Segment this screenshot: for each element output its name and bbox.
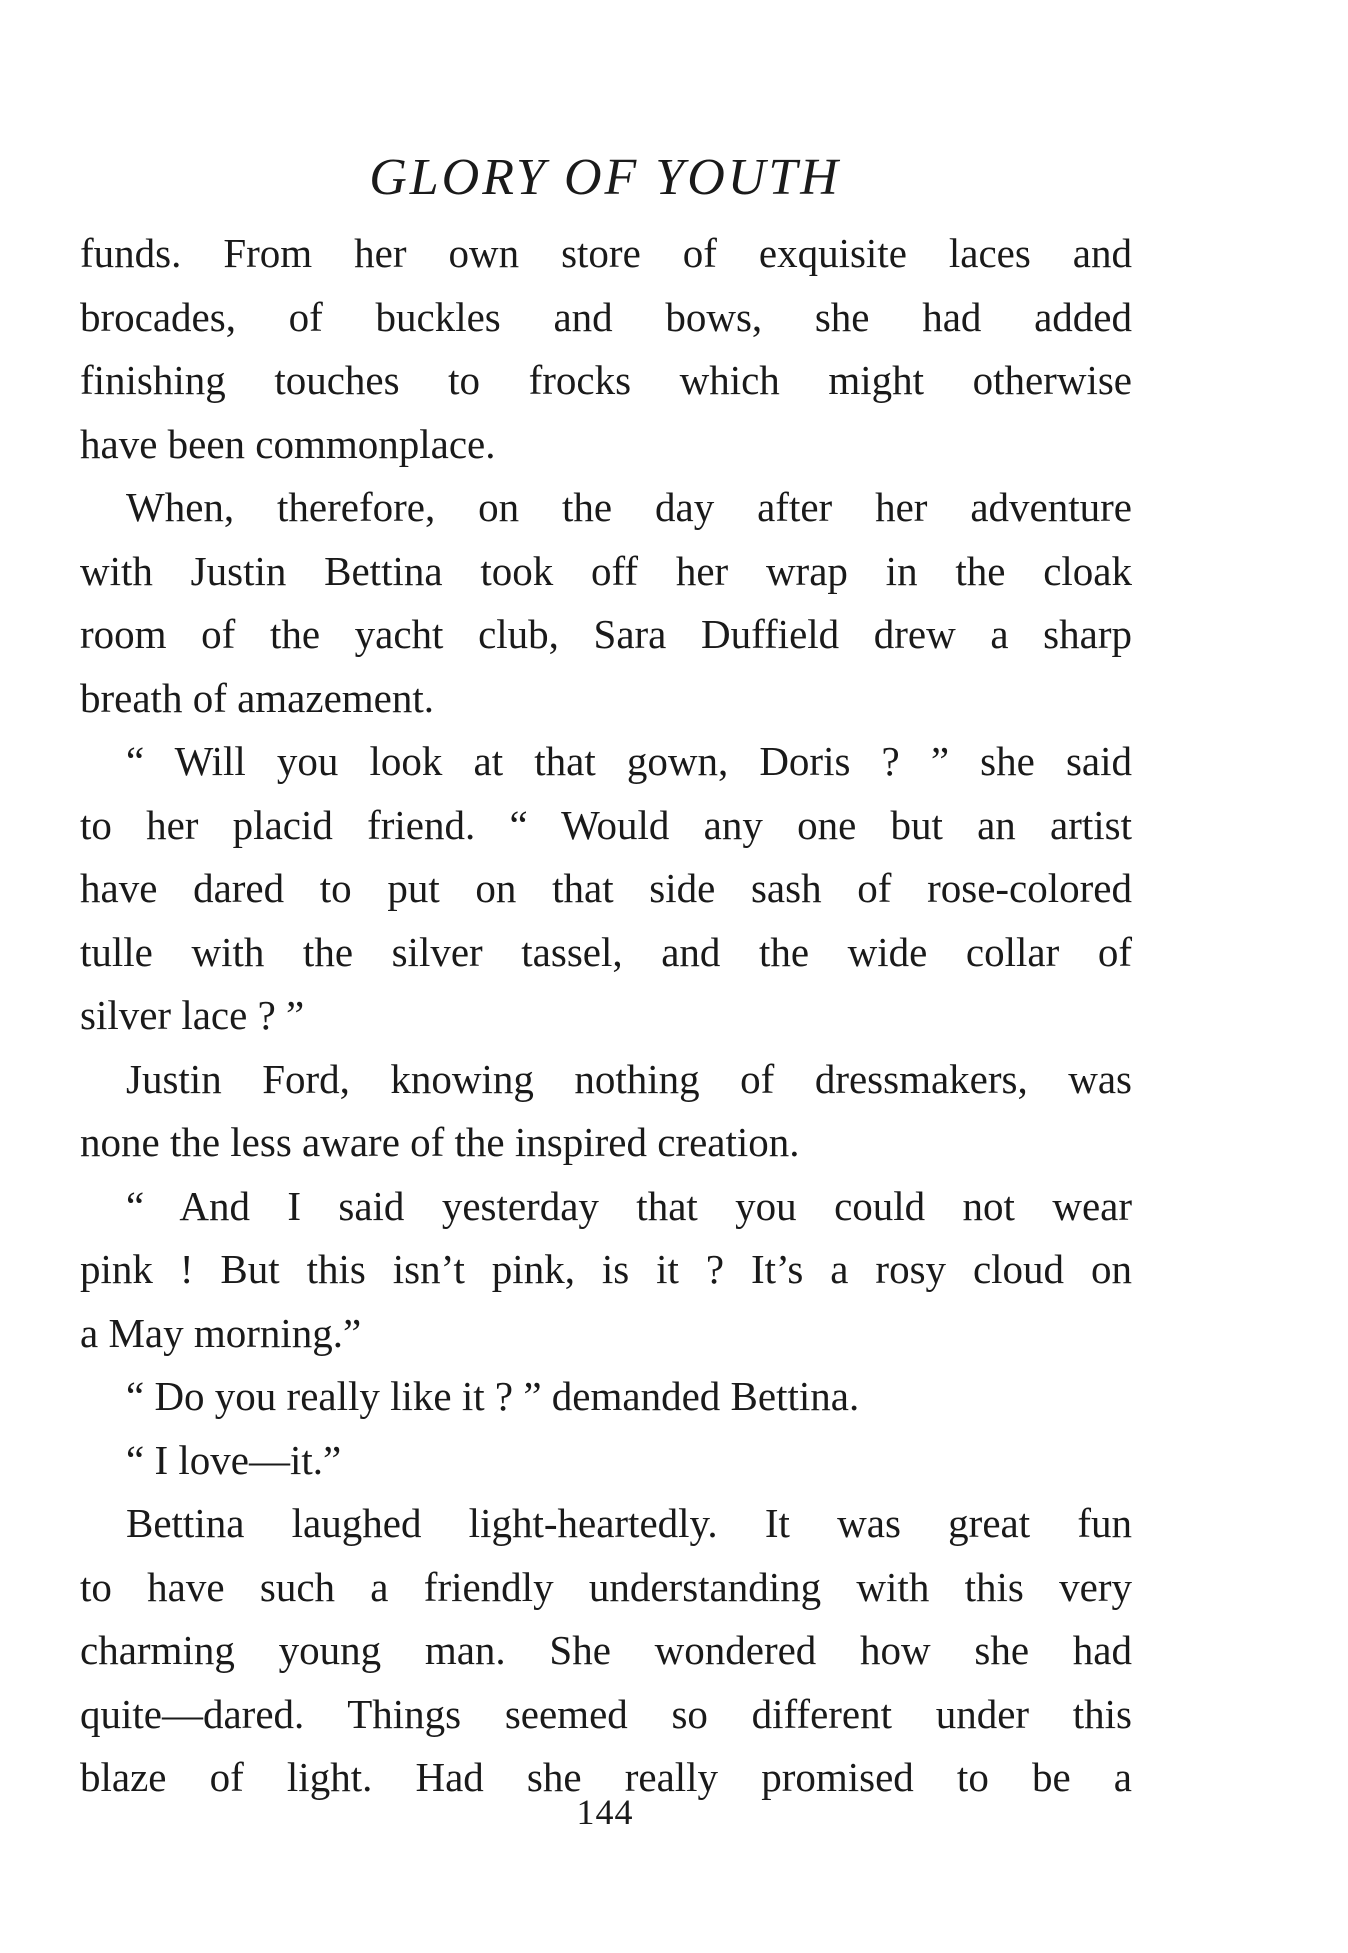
text-line: room of the yacht club, Sara Duffield drew a sharp xyxy=(80,611,1132,657)
text-line: “ And I said yesterday that you could not wear xyxy=(126,1182,1132,1229)
text-line: pink ! But this isn’t pink, is it ? It’s a rosy cloud on xyxy=(80,1246,1132,1292)
paragraph xyxy=(80,1175,1132,1366)
text-line: finishing touches to frocks which might otherwise xyxy=(80,357,1132,403)
paragraph xyxy=(80,730,1132,1048)
paragraph xyxy=(80,1492,1132,1810)
text-line: “ Will you look at that gown, Doris ? ” she said xyxy=(126,738,1132,784)
text-line: to have such a friendly understanding with this very xyxy=(80,1563,1132,1610)
paragraph xyxy=(80,476,1132,730)
text-line: funds. From her own store of exquisite laces and xyxy=(80,230,1132,276)
text-line: have been commonplace. xyxy=(80,420,496,467)
running-head: GLORY OF YOUTH xyxy=(369,149,841,206)
paragraph xyxy=(80,1365,1132,1429)
text-line: a May morning.” xyxy=(80,1309,362,1356)
text-line: to her placid friend. “ Would any one but an artist xyxy=(80,801,1132,848)
paragraph xyxy=(80,222,1132,476)
text-line: breath of amazement. xyxy=(80,674,435,721)
text-line: Bettina laughed light-heartedly. It was great fun xyxy=(126,1500,1132,1546)
text-line: Justin Ford, knowing nothing of dressmakers, was xyxy=(126,1055,1132,1102)
paragraph xyxy=(80,1048,1132,1175)
text-line: none the less aware of the inspired creation. xyxy=(80,1119,800,1165)
page-number: 144 xyxy=(576,1792,634,1832)
text-line: silver lace ? ” xyxy=(80,992,305,1038)
text-line: “ Do you really like it ? ” demanded Bettina. xyxy=(126,1373,860,1419)
text-line: quite—dared. Things seemed so different under this xyxy=(80,1690,1132,1737)
paragraph xyxy=(80,1429,1132,1493)
text-line: blaze of light. Had she really promised to be a xyxy=(80,1754,1132,1800)
text-line: brocades, of buckles and bows, she had added xyxy=(80,293,1132,340)
text-line: have dared to put on that side sash of rose-colored xyxy=(80,865,1132,911)
body-text xyxy=(80,222,1132,1810)
text-line: When, therefore, on the day after her adventure xyxy=(126,484,1132,530)
text-line: “ I love—it.” xyxy=(126,1436,342,1483)
text-line: charming young man. She wondered how she had xyxy=(80,1627,1132,1673)
text-line: with Justin Bettina took off her wrap in the cloak xyxy=(80,547,1132,594)
text-line: tulle with the silver tassel, and the wide collar of xyxy=(80,928,1132,975)
